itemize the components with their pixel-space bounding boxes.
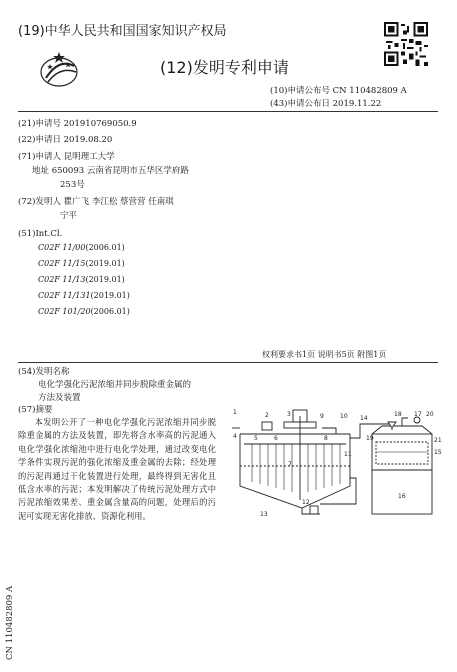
qr-code: [384, 22, 428, 66]
apparatus-drawing: [232, 408, 442, 518]
side-publication-code: CN 110482809 A: [5, 585, 15, 660]
fig-label-12: 12: [302, 499, 310, 506]
fig-label-14: 14: [360, 415, 368, 422]
fig-label-6: 6: [274, 435, 278, 442]
fig-label-1: 1: [233, 409, 237, 416]
fig-label-16: 16: [398, 493, 406, 500]
biblio-divider: [18, 362, 438, 363]
title-label: (54)发明名称: [18, 367, 70, 377]
document-type: (12)发明专利申请: [160, 58, 289, 77]
invention-title-line-1: 电化学强化污泥浓缩并同步脱除重金属的: [38, 380, 192, 390]
ipc-class-5: C02F 101/20(2006.01): [38, 307, 130, 316]
pages-note: 权利要求书1页 说明书5页 附图1页: [262, 350, 387, 359]
fig-label-17: 17: [414, 411, 422, 418]
address-line-1: 地址 650093 云南省昆明市五华区学府路: [32, 166, 189, 176]
fig-label-15: 15: [434, 449, 442, 456]
fig-label-3: 3: [287, 411, 291, 418]
fig-label-18: 18: [394, 411, 402, 418]
fig-label-20: 20: [426, 411, 434, 418]
publication-date: (43)申请公布日 2019.11.22: [270, 99, 382, 109]
filing-date: (22)申请日 2019.08.20: [18, 135, 113, 145]
fig-label-9: 9: [320, 413, 324, 420]
fig-label-2: 2: [265, 412, 269, 419]
ipc-class-4: C02F 11/131(2019.01): [38, 291, 130, 300]
ipc-class-2: C02F 11/15(2019.01): [38, 259, 125, 268]
publication-number: (10)申请公布号 CN 110482809 A: [270, 86, 407, 96]
abstract-label: (57)摘要: [18, 405, 53, 415]
patent-office-logo: [38, 48, 80, 90]
abstract-text: 本发明公开了一种电化学强化污泥浓缩并同步脱除重金属的方法及装置，即先将含水率高的污泥通入电化学强化浓缩池中进行电化学处理，通过改变电化学条件实现污泥的强化浓缩及重金属的去除；经处理的污泥再通过干化装置进行处理，最终得到无害化且低含水率的污泥；本发明解决了传统污泥处理方式中污泥浓缩效果差、重金属含量高的问题，处理后的污泥可实现无害化排放、资源化利用。: [18, 417, 216, 521]
fig-label-8: 8: [324, 435, 328, 442]
fig-label-13: 13: [260, 511, 268, 518]
header-divider: [18, 111, 438, 112]
fig-label-4: 4: [233, 433, 237, 440]
inventors-line-2: 宁平: [60, 211, 78, 221]
ipc-class-3: C02F 11/13(2019.01): [38, 275, 125, 284]
application-number: (21)申请号 201910769050.9: [18, 119, 137, 129]
applicant: (71)申请人 昆明理工大学: [18, 152, 115, 162]
int-cl-label: (51)Int.Cl.: [18, 229, 63, 239]
fig-label-19: 19: [366, 435, 374, 442]
fig-label-11: 11: [344, 451, 352, 458]
invention-title-line-2: 方法及装置: [38, 393, 81, 403]
fig-label-5: 5: [254, 435, 258, 442]
ipc-class-1: C02F 11/00(2006.01): [38, 243, 125, 252]
fig-label-7: 7: [288, 461, 292, 468]
fig-label-21: 21: [434, 437, 442, 444]
inventors-line-1: (72)发明人 瞿广飞 李江松 蔡营营 任南琪: [18, 197, 174, 207]
fig-label-10: 10: [340, 413, 348, 420]
office-name: (19)中华人民共和国国家知识产权局: [18, 24, 227, 39]
address-line-2: 253号: [60, 180, 85, 190]
